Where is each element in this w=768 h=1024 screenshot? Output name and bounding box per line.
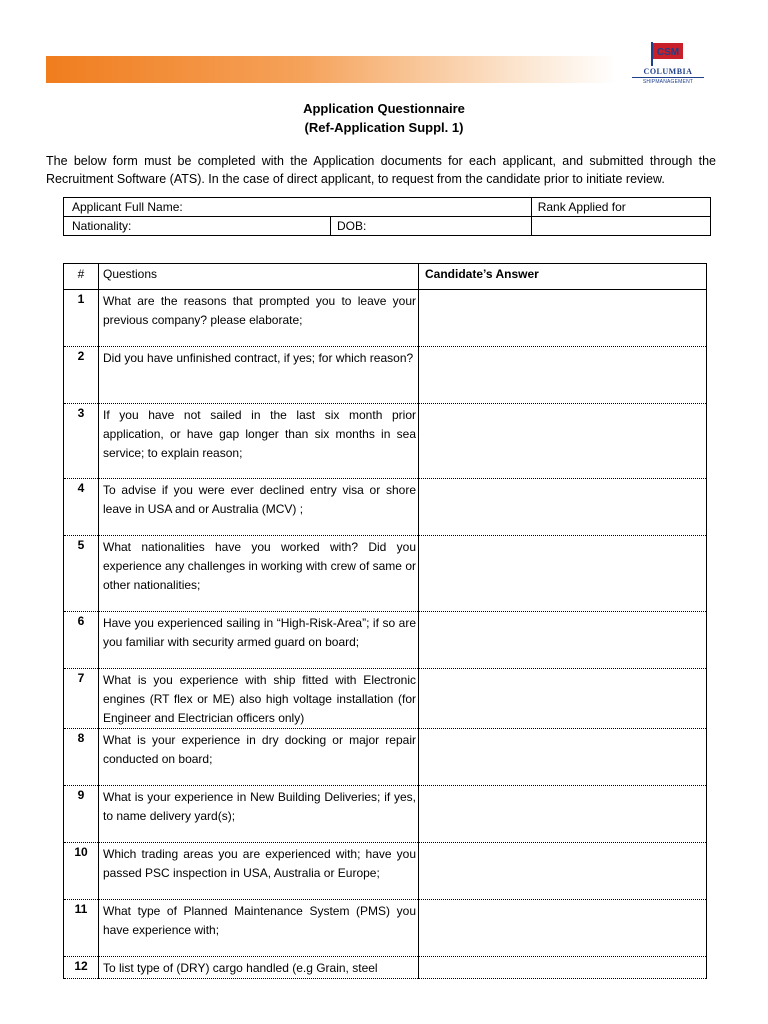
table-row bbox=[64, 786, 707, 843]
logo-subtitle: SHIPMANAGEMENT bbox=[632, 77, 704, 85]
applicant-full-name-field[interactable]: Applicant Full Name: bbox=[64, 198, 532, 217]
answer-cell[interactable] bbox=[419, 900, 707, 957]
question-text: To list type of (DRY) cargo handled (e.g Grain, steel bbox=[99, 957, 419, 979]
dob-field[interactable]: DOB: bbox=[330, 217, 531, 236]
title-line-2: (Ref-Application Suppl. 1) bbox=[304, 120, 464, 135]
intro-paragraph: The below form must be completed with the Application documents for each applicant, and submitted through the Recruitment Software (ATS). In the case of direct applicant, to request from the candidate prior to initiate review. bbox=[46, 154, 716, 186]
question-number: 1 bbox=[64, 290, 99, 347]
header-number: # bbox=[64, 264, 99, 290]
question-number: 10 bbox=[64, 843, 99, 900]
question-number: 4 bbox=[64, 479, 99, 536]
header-questions: Questions bbox=[99, 264, 419, 290]
header-candidate-answer: Candidate’s Answer bbox=[419, 264, 707, 290]
logo-mark: CSM bbox=[656, 47, 680, 58]
question-number: 9 bbox=[64, 786, 99, 843]
logo-name: COLUMBIA bbox=[643, 67, 693, 76]
table-row bbox=[64, 900, 707, 957]
answer-cell[interactable] bbox=[419, 290, 707, 347]
table-row bbox=[64, 536, 707, 612]
question-text: What are the reasons that prompted you to leave your previous company? please elaborate; bbox=[99, 290, 419, 347]
table-row bbox=[64, 347, 707, 404]
question-text: Which trading areas you are experienced with; have you passed PSC inspection in USA, Australia or Europe; bbox=[99, 843, 419, 900]
answer-cell[interactable] bbox=[419, 669, 707, 729]
answer-cell[interactable] bbox=[419, 347, 707, 404]
question-number: 5 bbox=[64, 536, 99, 612]
applicant-row-1 bbox=[64, 198, 711, 217]
answer-cell[interactable] bbox=[419, 536, 707, 612]
table-row bbox=[64, 669, 707, 729]
question-number: 12 bbox=[64, 957, 99, 979]
answer-cell[interactable] bbox=[419, 612, 707, 669]
table-row bbox=[64, 729, 707, 786]
question-number: 7 bbox=[64, 669, 99, 729]
table-row bbox=[64, 404, 707, 479]
answer-cell[interactable] bbox=[419, 404, 707, 479]
header-banner bbox=[46, 56, 616, 83]
rank-applied-field[interactable]: Rank Applied for bbox=[531, 198, 710, 217]
answer-cell[interactable] bbox=[419, 729, 707, 786]
question-text: What is your experience in New Building Deliveries; if yes, to name delivery yard(s); bbox=[99, 786, 419, 843]
questions-header-row bbox=[64, 264, 707, 290]
title-line-1: Application Questionnaire bbox=[303, 101, 465, 116]
table-row bbox=[64, 479, 707, 536]
question-text: Did you have unfinished contract, if yes; for which reason? bbox=[99, 347, 419, 404]
question-text: What type of Planned Maintenance System (PMS) you have experience with; bbox=[99, 900, 419, 957]
answer-cell[interactable] bbox=[419, 843, 707, 900]
question-text: If you have not sailed in the last six month prior application, or have gap longer than six months in sea service; to explain reason; bbox=[99, 404, 419, 479]
question-number: 8 bbox=[64, 729, 99, 786]
nationality-field[interactable]: Nationality: bbox=[64, 217, 331, 236]
question-number: 2 bbox=[64, 347, 99, 404]
rank-applied-value[interactable] bbox=[531, 217, 710, 236]
question-text: What is you experience with ship fitted with Electronic engines (RT flex or ME) also high voltage installation (for Engineer and Electrician officers only) bbox=[99, 669, 419, 729]
question-text: What nationalities have you worked with? Did you experience any challenges in working with crew of same or other nationalities; bbox=[99, 536, 419, 612]
applicant-row-2 bbox=[64, 217, 711, 236]
answer-cell[interactable] bbox=[419, 479, 707, 536]
table-row bbox=[64, 612, 707, 669]
csm-flag-icon bbox=[648, 40, 688, 66]
applicant-info-table bbox=[63, 197, 711, 236]
document-title bbox=[0, 99, 768, 137]
answer-cell[interactable] bbox=[419, 957, 707, 979]
question-number: 3 bbox=[64, 404, 99, 479]
question-number: 6 bbox=[64, 612, 99, 669]
answer-cell[interactable] bbox=[419, 786, 707, 843]
company-logo bbox=[632, 40, 704, 86]
question-number: 11 bbox=[64, 900, 99, 957]
questions-table bbox=[63, 263, 707, 979]
table-row bbox=[64, 290, 707, 347]
question-text: Have you experienced sailing in “High-Risk-Area”; if so are you familiar with security armed guard on board; bbox=[99, 612, 419, 669]
table-row bbox=[64, 957, 707, 979]
question-text: To advise if you were ever declined entry visa or shore leave in USA and or Australia (MCV) ; bbox=[99, 479, 419, 536]
table-row bbox=[64, 843, 707, 900]
question-text: What is your experience in dry docking or major repair conducted on board; bbox=[99, 729, 419, 786]
